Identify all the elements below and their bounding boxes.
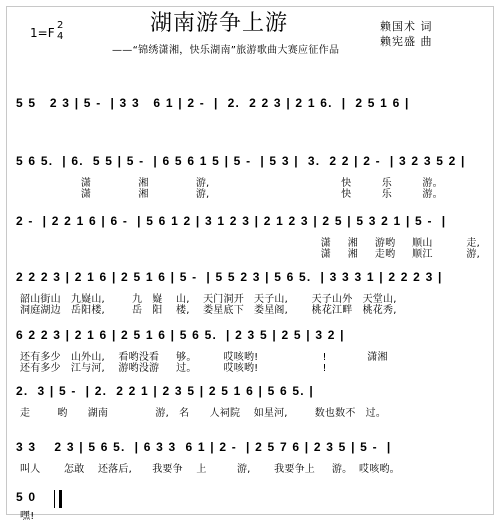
lyric-verse-2: 还有多少 江与河, 游哟没游 过。 哎咳哟! !	[20, 363, 327, 374]
lyric-verse-1: 潇 湘 游哟 顺山 走,	[20, 238, 480, 249]
composer-credit: 赖宪盛 曲	[380, 35, 433, 48]
notation-line: 2 2 2 3 | 2 1 6 | 2 5 1 6 | 5 - | 5 5 2 3 | 5 6 5. | 3 3 3 1 | 2 2 2 3 |	[16, 270, 443, 284]
notation-line: 6 2 2 3 | 2 1 6 | 2 5 1 6 | 5 6 5. | 2 3 5 | 2 5 | 3 2 |	[16, 328, 345, 342]
song-title: 湖南游争上游	[150, 11, 289, 36]
lyric-verse-1: 韶山街山 九嶷山, 九 嶷 山, 天门洞开 天子山, 天子山外 天堂山,	[20, 294, 397, 305]
lyric-verse-1: 还有多少 山外山, 看哟没看 够。 哎咳哟! ! 潇湘	[20, 352, 388, 363]
lyric-verse-2: 潇 湘 游, 快 乐 游。	[20, 189, 443, 200]
notation-line: 3 3 2 3 | 5 6 5. | 6 3 3 6 1 | 2 - | 2 5 7 6 | 2 3 5 | 5 - |	[16, 440, 392, 454]
lyric-verse-1: 叫人 怎敢 还落后, 我要争 上 游, 我要争上 游。 哎咳哟。	[20, 464, 400, 475]
page-border	[6, 6, 494, 515]
lyric-verse-1: 嘿!	[20, 511, 35, 521]
notation-line: 2. 3 | 5 - | 2. 2 2 1 | 2 3 5 | 2 5 1 6 | 5 6 5. |	[16, 384, 314, 398]
final-barline	[54, 490, 62, 508]
notation-line: 5 6 5. | 6. 5 5 | 5 - | 6 5 6 1 5 | 5 - | 5 3 | 3. 2 2 | 2 - | 3 2 3 5 2 |	[16, 154, 466, 168]
notation-line: 5 5 2 3 | 5 - | 3 3 6 1 | 2 - | 2. 2 2 3 | 2 1 6. | 2 5 1 6 |	[16, 96, 410, 110]
key-signature: 1=F	[30, 26, 55, 40]
lyric-verse-1: 潇 湘 游, 快 乐 游。	[20, 178, 443, 189]
lyricist-credit: 赖国术 词	[380, 20, 433, 33]
lyric-verse-2: 洞庭湖边 岳阳楼, 岳 阳 楼, 娄星底下 娄星阁, 桃花江畔 桃花秀,	[20, 305, 397, 316]
time-bottom: 4	[57, 31, 64, 42]
lyric-verse-2: 潇 湘 走哟 顺江 游,	[20, 249, 480, 260]
lyric-verse-1: 走 哟 湖南 游, 名 人祠院 如星河, 数也数不 过。	[20, 408, 387, 419]
subtitle: ——“锦绣潇湘，快乐湖南”旅游歌曲大赛应征作品	[112, 45, 340, 56]
notation-line: 2 - | 2 2 1 6 | 6 - | 5 6 1 2 | 3 1 2 3 | 2 1 2 3 | 2 5 | 5 3 2 1 | 5 - |	[16, 214, 447, 228]
time-signature	[57, 20, 63, 42]
time-top: 2	[57, 20, 64, 31]
notation-line: 5 0	[16, 490, 41, 504]
